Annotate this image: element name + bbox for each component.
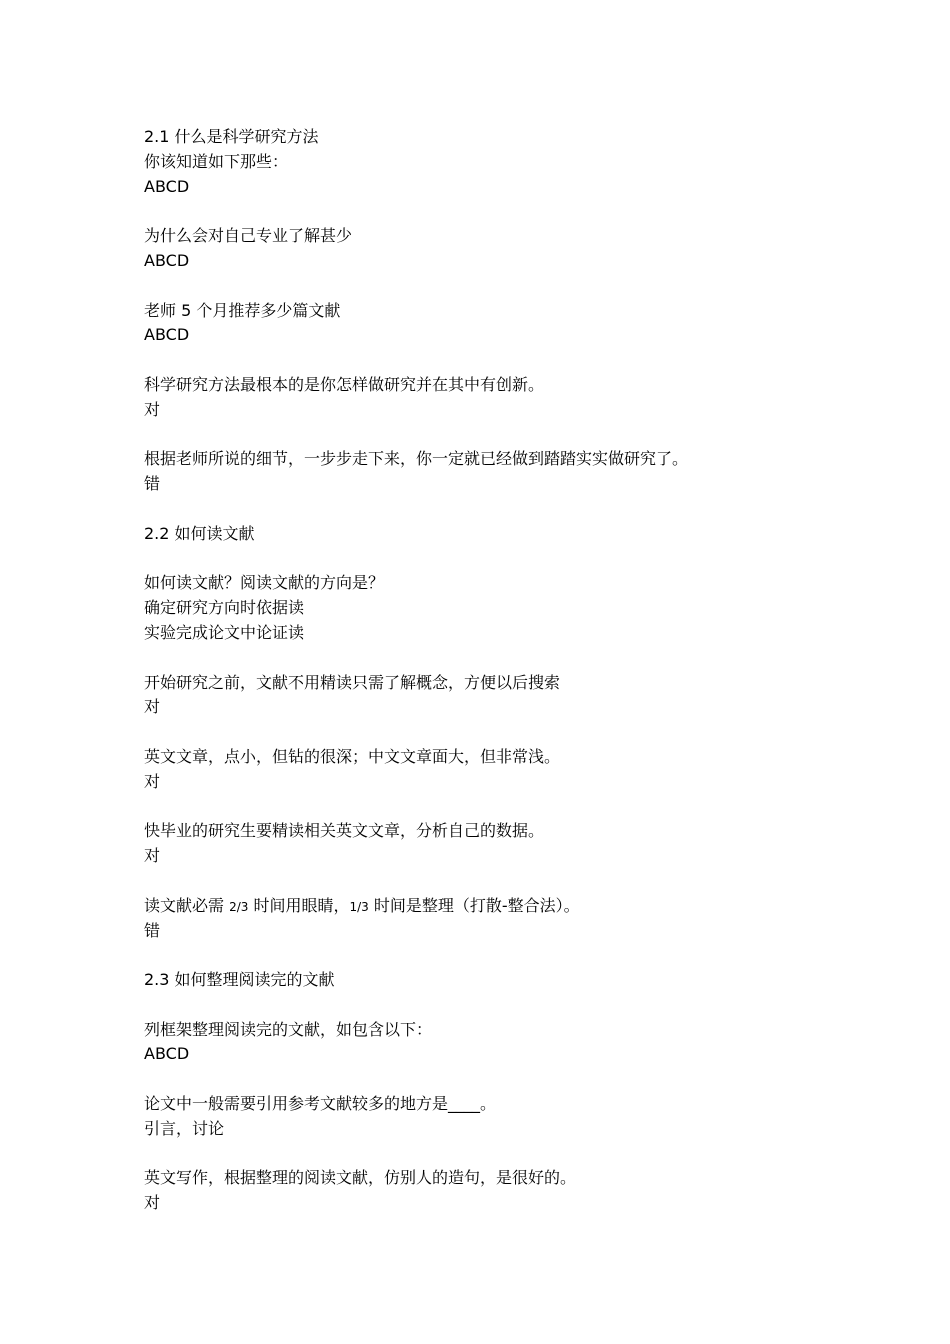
answer-text: ABCD — [144, 250, 190, 270]
blank-line — [144, 547, 844, 572]
blank-line — [144, 1142, 844, 1167]
section-heading: 2.3 如何整理阅读完的文献 — [144, 970, 335, 990]
answer-text: 对 — [144, 399, 161, 419]
blank-line — [144, 646, 844, 671]
blank-line — [144, 795, 844, 820]
question-text: 根据老师所说的细节，一步步走下来，你一定就已经做到踏踏实实做研究了。 — [144, 449, 689, 469]
section-heading: 2.1 什么是科学研究方法 — [144, 127, 319, 146]
question-text — [144, 894, 844, 919]
fraction-text: 1/3 — [349, 899, 369, 914]
question-text: 开始研究之前，文献不用精读只需了解概念，方便以后搜索 — [144, 672, 561, 692]
answer-text: ABCD — [144, 325, 190, 345]
question-text: 为什么会对自己专业了解甚少 — [144, 226, 353, 246]
blank-line — [144, 423, 844, 448]
answer-text: 确定研究方向时依据读 — [144, 598, 305, 618]
question-text: 列框架整理阅读完的文献，如包含以下： — [144, 1019, 433, 1039]
question-text: 你该知道如下那些： — [144, 151, 289, 171]
answer-text: 对 — [144, 697, 161, 717]
blank-line — [144, 348, 844, 373]
blank-line — [144, 720, 844, 745]
answer-text: 对 — [144, 771, 161, 791]
answer-text: 对 — [144, 1193, 161, 1213]
question-text: 英文文章，点小，但钻的很深；中文文章面大，但非常浅。 — [144, 746, 561, 766]
question-text: 科学研究方法最根本的是你怎样做研究并在其中有创新。 — [144, 374, 545, 394]
document-body — [144, 125, 844, 1216]
question-text: 如何读文献？阅读文献的方向是？ — [144, 573, 385, 593]
answer-text: 实验完成论文中论证读 — [144, 622, 305, 642]
answer-text: 引言，讨论 — [144, 1118, 225, 1138]
question-text-part: 时间用眼睛， — [248, 895, 350, 915]
question-text-part: 时间是整理（打散-整合法）。 — [368, 895, 580, 915]
section-heading: 2.2 如何读文献 — [144, 523, 255, 543]
blank-line — [144, 943, 844, 968]
question-text: 论文中一般需要引用参考文献较多的地方是____。 — [144, 1094, 497, 1114]
question-text: 老师 5 个月推荐多少篇文献 — [144, 300, 341, 320]
blank-line — [144, 497, 844, 522]
blank-line — [144, 1067, 844, 1092]
answer-text: 错 — [144, 474, 161, 494]
blank-line — [144, 869, 844, 894]
question-text: 快毕业的研究生要精读相关英文文章，分析自己的数据。 — [144, 821, 545, 841]
question-text: 英文写作，根据整理的阅读文献，仿别人的造句，是很好的。 — [144, 1168, 577, 1188]
answer-text: ABCD — [144, 1044, 190, 1064]
blank-line — [144, 199, 844, 224]
fraction-text: 2/3 — [229, 899, 249, 914]
answer-text: 错 — [144, 920, 161, 940]
blank-line — [144, 993, 844, 1018]
answer-text: 对 — [144, 846, 161, 866]
blank-line — [144, 274, 844, 299]
question-text-part: 读文献必需 — [144, 895, 230, 915]
answer-text: ABCD — [144, 176, 190, 196]
